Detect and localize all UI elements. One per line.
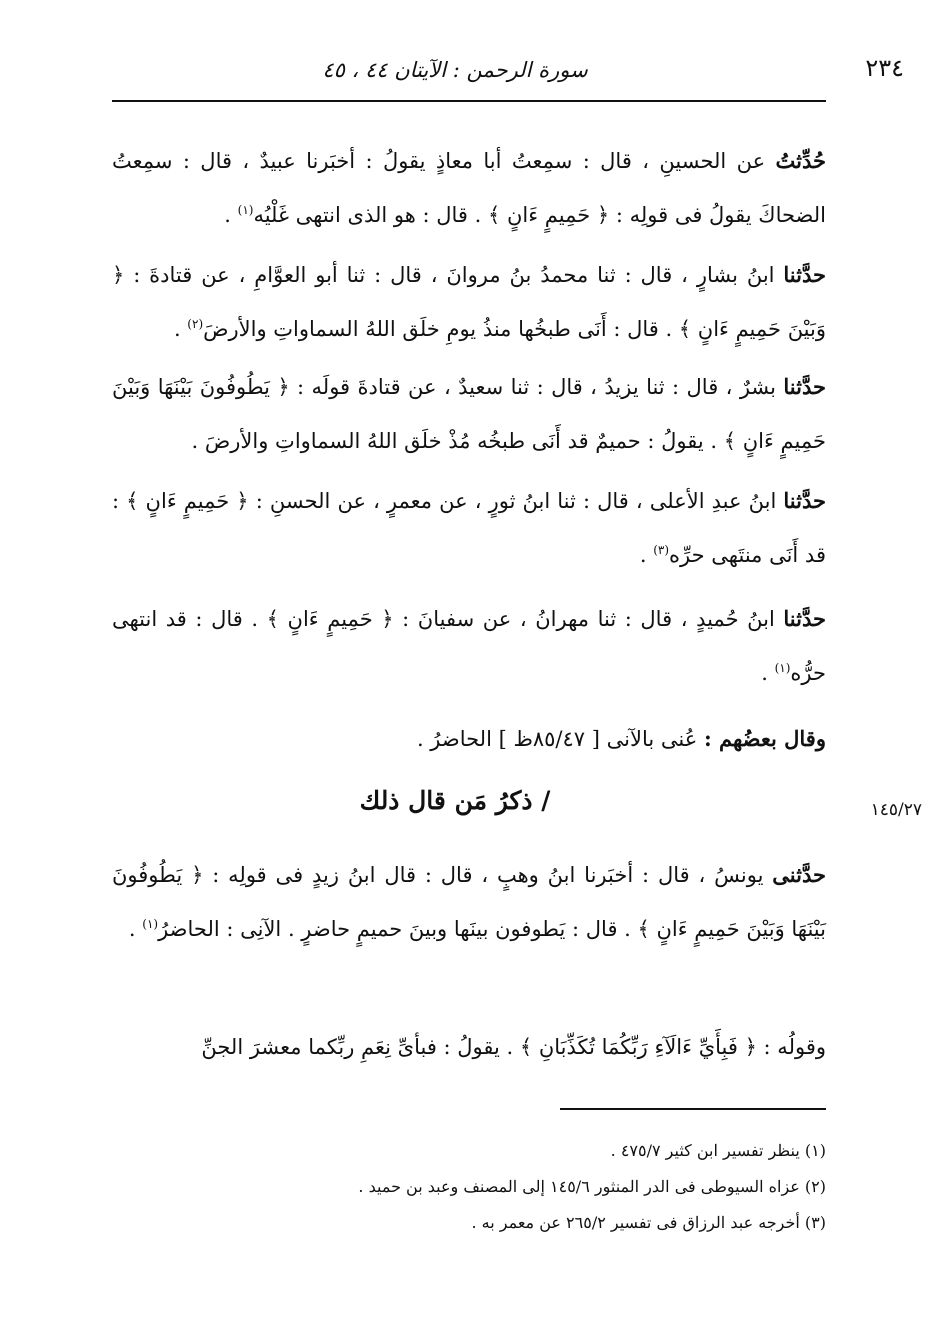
paragraph-2 xyxy=(112,248,826,356)
paragraph-lead: حُدِّثتُ xyxy=(775,148,826,173)
paragraph-lead: حدَّثنا xyxy=(783,488,826,513)
paragraph-4 xyxy=(112,474,826,582)
paragraph-lead: حدَّثنا xyxy=(783,262,826,287)
running-header-title: سورة الرحمن : الآيتان ٤٤ ، ٤٥ xyxy=(322,58,588,82)
footnote-marker: (٣) xyxy=(653,543,670,557)
header-divider xyxy=(112,100,826,102)
paragraph-end: . xyxy=(128,917,143,941)
margin-page-reference: ١٤٥/٢٧ xyxy=(870,800,922,820)
paragraph-text: ابنُ بشارٍ ، قال : ثنا محمدُ بنُ مروانَ ، قال : ثنا أبو العوَّامِ ، عن قتادةَ : ﴿ وَبَيْنَ حَمِيمٍ ءَانٍ ﴾ . قال : أَنَى طبخُها منذُ يومِ خلَق اللهُ السماواتِ والأرضَ xyxy=(112,263,826,341)
paragraph-end: . xyxy=(639,543,654,567)
paragraph-end: . xyxy=(224,203,238,227)
paragraph-1 xyxy=(112,134,826,242)
section-heading: / ذكرُ مَن قال ذلك xyxy=(359,786,551,815)
paragraph-3 xyxy=(112,360,826,468)
footnote-divider xyxy=(560,1108,826,1110)
footnote-marker: (١) xyxy=(237,203,254,217)
paragraph-5 xyxy=(112,592,826,700)
footnote-1: (١) ينظر تفسير ابن كثير ٤٧٥/٧ . xyxy=(610,1141,826,1160)
paragraph-lead: حدَّثنا xyxy=(783,374,826,399)
paragraph-text: ابنُ عبدِ الأعلى ، قال : ثنا ابنُ ثورٍ ، عن معمرٍ ، عن الحسنِ : ﴿ حَمِيمٍ ءَانٍ ﴾ : قد أَنَى منتَهى حرِّه xyxy=(112,489,826,567)
paragraph-7 xyxy=(112,848,826,956)
paragraph-lead: حدَّثنى xyxy=(772,862,826,887)
paragraph-8 xyxy=(112,1020,826,1074)
footnote-marker: (٢) xyxy=(187,317,204,331)
footnote-marker: (١) xyxy=(774,661,791,675)
paragraph-text: يونسُ ، قال : أخبَرنا ابنُ وهبٍ ، قال : قال ابنُ زيدٍ فى قولِه : ﴿ يَطُوفُونَ بَيْنَهَا وَبَيْنَ حَمِيمٍ ءَانٍ ﴾ . قال : يَطوفون بينَها وبينَ حميمٍ حاضرٍ . الآنِى : الحاضرُ xyxy=(112,863,826,941)
paragraph-text: وقولُه : ﴿ فَبِأَيِّ ءَالَآءِ رَبِّكُمَا تُكَذِّبَانِ ﴾ . يقولُ : فبأىِّ نِعَمِ ربِّكما معشرَ الجنِّ xyxy=(201,1035,826,1059)
paragraph-end: . xyxy=(173,317,188,341)
paragraph-lead: حدَّثنا xyxy=(783,606,826,631)
paragraph-text: عُنى بالآنى [ ٨٥/٤٧ظ ] الحاضرُ . xyxy=(416,727,698,751)
footnote-marker: (١) xyxy=(142,917,159,931)
paragraph-text: عن الحسينِ ، قال : سمِعتُ أبا معاذٍ يقولُ : أخبَرنا عبيدٌ ، قال : سمِعتُ الضحاكَ يقولُ فى قولِه : ﴿ حَمِيمٍ ءَانٍ ﴾ . قال : هو الذى انتهى غَلْيُه xyxy=(112,149,826,227)
footnote-3: (٣) أخرجه عبد الرزاق فى تفسير ٢٦٥/٢ عن معمر به . xyxy=(471,1213,826,1232)
paragraph-end: . xyxy=(761,661,775,685)
footnote-2: (٢) عزاه السيوطى فى الدر المنثور ١٤٥/٦ إلى المصنف وعبد بن حميد . xyxy=(358,1177,826,1196)
paragraph-text: ابنُ حُميدٍ ، قال : ثنا مهرانُ ، عن سفيانَ : ﴿ حَمِيمٍ ءَانٍ ﴾ . قال : قد انتهى حرُّه xyxy=(112,607,826,685)
page-number: ٢٣٤ xyxy=(865,54,904,82)
paragraph-6 xyxy=(112,712,826,766)
paragraph-text: بشرٌ ، قال : ثنا يزيدُ ، قال : ثنا سعيدٌ ، عن قتادةَ قولَه : ﴿ يَطُوفُونَ بَيْنَهَا وَبَيْنَ حَمِيمٍ ءَانٍ ﴾ . يقولُ : حميمٌ قد أَنَى طبخُه مُذْ خلَق اللهُ السماواتِ والأرضَ . xyxy=(112,375,826,453)
paragraph-lead: وقال بعضُهم : xyxy=(703,726,826,751)
